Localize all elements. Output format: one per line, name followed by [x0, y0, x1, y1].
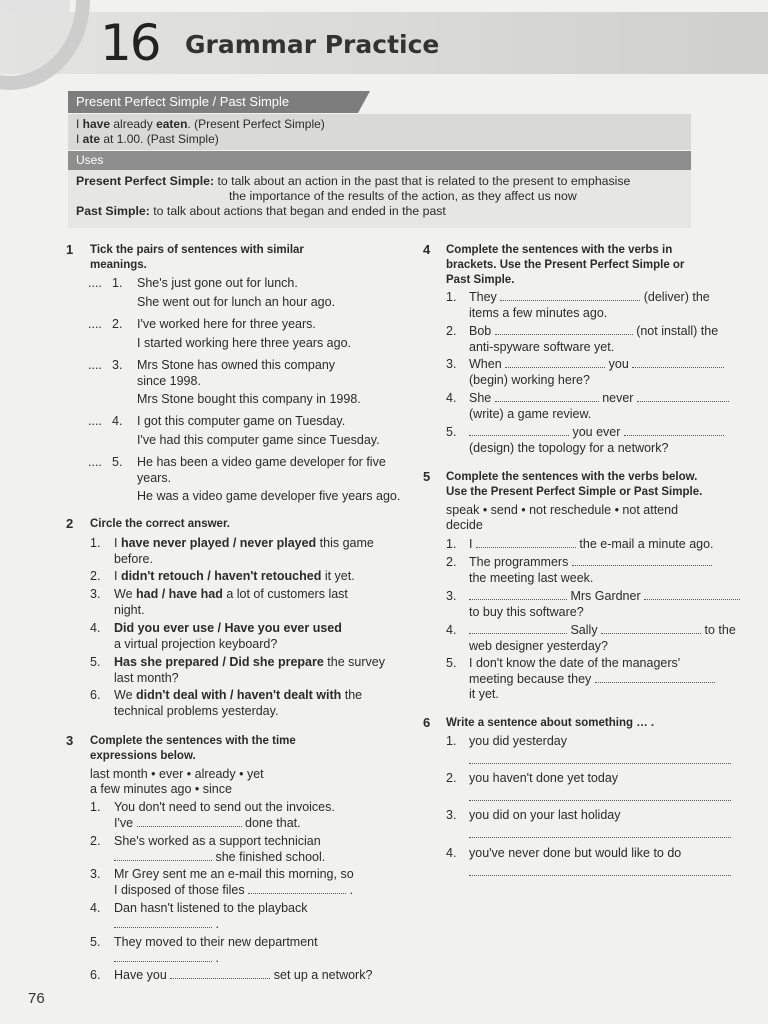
blank[interactable] [114, 851, 212, 861]
exercise-5-title: Complete the sentences with the verbs below. Use the Present Perfect Simple or Past Simple. [446, 471, 703, 498]
ex4-item-5: 5. you ever (design) the topology for a network? [446, 425, 746, 456]
page-number: 76 [28, 990, 45, 1007]
ex5-word-bank: speak • send • not reschedule • not attend decide [446, 503, 679, 532]
blank[interactable] [476, 538, 576, 548]
pps-use-cont: the importance of the results of the action, as they affect us now [229, 189, 577, 203]
ex4-item-2: 2. Bob (not install) the anti-spyware software yet. [446, 324, 719, 354]
answer-choice[interactable]: didn't retouch / haven't retouched [120, 569, 322, 583]
blank[interactable] [170, 969, 270, 979]
blank[interactable] [572, 556, 712, 566]
blank[interactable] [469, 624, 567, 634]
exercise-2-number: 2 [66, 516, 74, 531]
exercise-6-title: Write a sentence about something … . [446, 717, 655, 729]
uses-label: Uses [68, 151, 691, 170]
ex1-item-4: .... 4. I got this computer game on Tuesday. I've had this computer game since Tuesday. [88, 414, 380, 447]
example-1: I have already eaten. (Present Perfect Simple) [76, 117, 325, 131]
ex4-item-4: 4. She never (write) a game review. [446, 391, 746, 422]
blank[interactable] [632, 358, 724, 368]
ex3-item-4: 4. Dan hasn't listened to the playback . [90, 901, 308, 931]
exercise-3-title: Complete the sentences with the time expressions below. [90, 735, 296, 762]
exercise-3-number: 3 [66, 733, 74, 748]
blank[interactable] [114, 952, 212, 962]
exercise-1-title: Tick the pairs of sentences with similar meanings. [90, 244, 304, 271]
ex2-item-6: 6. We didn't deal with / haven't dealt with the technical problems yesterday. [90, 688, 363, 718]
ex2-item-1: 1. I have never played / never played this game before. [90, 536, 374, 566]
blank[interactable] [624, 426, 724, 436]
grammar-examples [68, 114, 691, 150]
ex1-item-3: .... 3. Mrs Stone has owned this company since 1998. Mrs Stone bought this company in 1998. [88, 358, 361, 406]
blank[interactable] [469, 590, 567, 600]
tick-blank[interactable]: .... [88, 276, 102, 290]
answer-choice[interactable]: had / have had [136, 587, 223, 601]
answer-line[interactable] [469, 763, 731, 764]
pps-use: Present Perfect Simple: to talk about an action in the past that is related to the present to emphasise [76, 174, 631, 188]
ex5-item-3: 3. Mrs Gardner to buy this software? [446, 589, 746, 620]
blank[interactable] [644, 590, 740, 600]
ex6-item-1: 1. you did yesterday [446, 734, 567, 748]
ex5-item-4: 4. Sally to the web designer yesterday? [446, 623, 736, 653]
answer-choice[interactable]: didn't deal with / haven't dealt with [136, 688, 342, 702]
ex1-item-5: .... 5. He has been a video game developer for five years. He was a video game developer five years ago. [88, 455, 401, 503]
ex6-item-4: 4. you've never done but would like to do [446, 846, 682, 860]
grammar-box-heading: Present Perfect Simple / Past Simple [68, 91, 358, 113]
ex5-item-1: 1. I the e-mail a minute ago. [446, 537, 714, 551]
blank[interactable] [495, 392, 599, 402]
exercise-4-number: 4 [423, 242, 431, 257]
exercise-5-number: 5 [423, 469, 431, 484]
blank[interactable] [469, 426, 569, 436]
answer-line[interactable] [469, 800, 731, 801]
exercise-6-number: 6 [423, 715, 431, 730]
ex2-item-5: 5. Has she prepared / Did she prepare the survey last month? [90, 655, 385, 685]
ex3-item-6: 6. Have you set up a network? [90, 968, 373, 982]
tick-blank[interactable]: .... [88, 317, 102, 331]
blank[interactable] [137, 817, 242, 827]
blank[interactable] [248, 884, 346, 894]
answer-choice[interactable]: have never played / never played [120, 536, 317, 550]
blank[interactable] [114, 918, 212, 928]
ex4-item-1: 1. They (deliver) the items a few minutes ago. [446, 290, 710, 320]
exercise-2-title: Circle the correct answer. [90, 518, 230, 530]
answer-line[interactable] [469, 837, 731, 838]
ex1-item-1: .... 1. She's just gone out for lunch. She went out for lunch an hour ago. [88, 276, 336, 309]
exercise-1-number: 1 [66, 242, 74, 257]
ex2-item-4: 4. Did you ever use / Have you ever used a virtual projection keyboard? [90, 621, 342, 651]
ex1-item-2: .... 2. I've worked here for three years. I started working here three years ago. [88, 317, 352, 350]
exercise-4-title: Complete the sentences with the verbs in brackets. Use the Present Perfect Simple or Past Simple. [446, 244, 685, 286]
tick-blank[interactable]: .... [88, 455, 102, 469]
blank[interactable] [500, 291, 640, 301]
ex3-item-3: 3. Mr Grey sent me an e-mail this morning, so I disposed of those files . [90, 867, 354, 897]
ex3-item-2: 2. She's worked as a support technician she finished school. [90, 834, 326, 864]
uses-body [68, 170, 691, 228]
blank[interactable] [505, 358, 605, 368]
ex5-item-2: 2. The programmers the meeting last week. [446, 555, 746, 586]
answer-choice[interactable]: Has she prepared / Did she prepare [114, 655, 324, 669]
answer-line[interactable] [469, 875, 731, 876]
ex4-item-3: 3. When you (begin) working here? [446, 357, 746, 388]
page-title: Grammar Practice [185, 30, 440, 59]
blank[interactable] [637, 392, 729, 402]
ex2-item-3: 3. We had / have had a lot of customers last night. [90, 587, 348, 617]
tick-blank[interactable]: .... [88, 358, 102, 372]
ex6-item-2: 2. you haven't done yet today [446, 771, 619, 785]
ps-use: Past Simple: to talk about actions that began and ended in the past [76, 204, 446, 218]
ex3-item-5: 5. They moved to their new department . [90, 935, 318, 965]
blank[interactable] [495, 325, 633, 335]
corner-arc [0, 0, 90, 90]
ex3-item-1: 1. You don't need to send out the invoices. I've done that. [90, 800, 335, 830]
example-2: I ate at 1.00. (Past Simple) [76, 132, 219, 146]
unit-number: 16 [100, 14, 160, 72]
blank[interactable] [595, 673, 715, 683]
ex6-item-3: 3. you did on your last holiday [446, 808, 621, 822]
tick-blank[interactable]: .... [88, 414, 102, 428]
answer-choice[interactable]: Did you ever use / Have you ever used [114, 621, 342, 635]
ex2-item-2: 2. I didn't retouch / haven't retouched it yet. [90, 569, 355, 583]
ex3-word-bank: last month • ever • already • yet a few minutes ago • since [90, 767, 264, 796]
ex5-item-5: 5. I don't know the date of the managers' meeting because they it yet. [446, 656, 746, 703]
blank[interactable] [601, 624, 701, 634]
